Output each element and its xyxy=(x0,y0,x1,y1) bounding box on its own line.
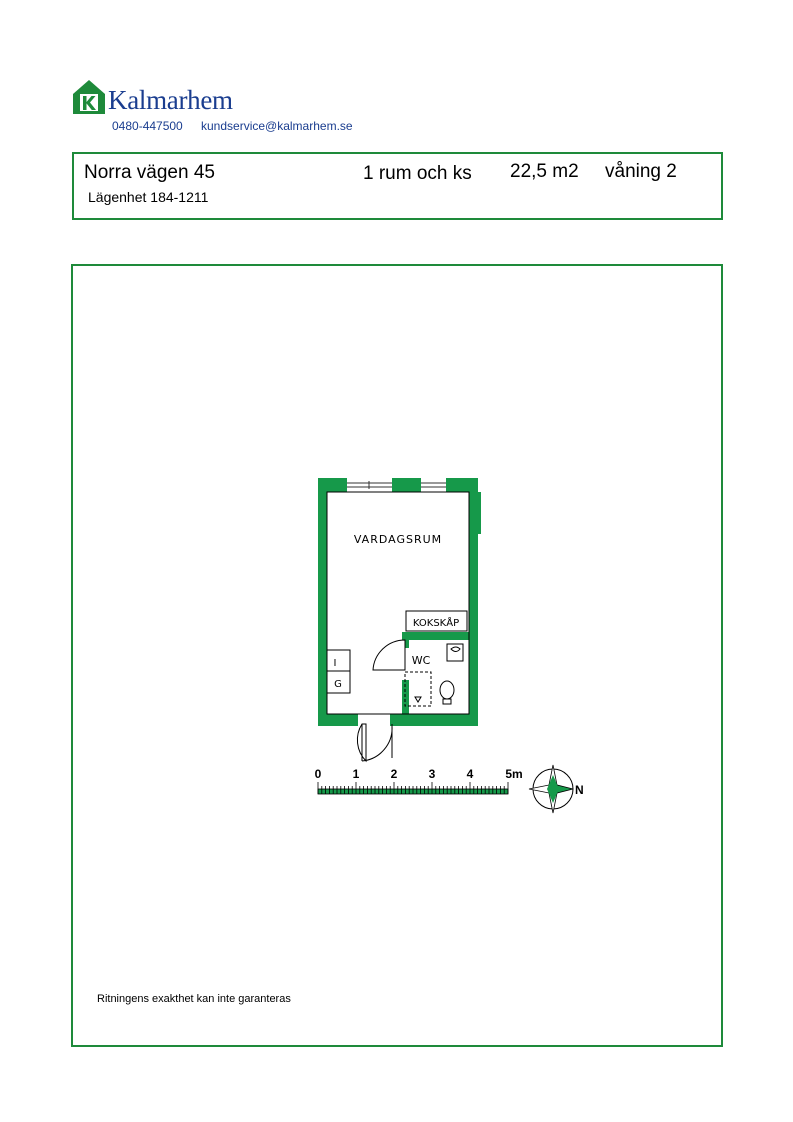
contact-email: kundservice@kalmarhem.se xyxy=(201,119,353,133)
basin-bowl xyxy=(451,647,460,652)
scale-label-3: 3 xyxy=(428,767,436,781)
contact-phone: 0480-447500 xyxy=(112,119,183,133)
scale-bar xyxy=(315,767,523,794)
drain-marker xyxy=(415,697,421,702)
scale-label-5: 5m xyxy=(505,767,523,781)
apartment-unit-number: Lägenhet 184-1211 xyxy=(88,189,209,205)
wc-door-swing xyxy=(373,640,405,670)
apartment-info-box xyxy=(72,152,723,220)
doors xyxy=(357,640,405,761)
compass-north-label: N xyxy=(575,783,584,797)
scale-label-1: 1 xyxy=(352,767,360,781)
room-label-wc: WC xyxy=(411,654,431,667)
fridge xyxy=(327,650,350,671)
apartment-rooms: 1 rum och ks xyxy=(363,163,472,184)
house-k-logo-icon xyxy=(72,79,106,115)
floor-plan xyxy=(73,266,721,1045)
scale-label-2: 2 xyxy=(390,767,398,781)
label-kitchen-cabinet: KOKSKÅP xyxy=(412,618,460,629)
apartment-floor: våning 2 xyxy=(605,161,677,182)
disclaimer-text: Ritningens exakthet kan inte garanteras xyxy=(97,993,291,1005)
toilet-tank xyxy=(443,699,451,704)
label-stove: G xyxy=(334,679,342,690)
kalmarhem-logo xyxy=(72,79,372,135)
apartment-address: Norra vägen 45 xyxy=(84,162,215,183)
north-arrow-icon xyxy=(529,765,584,813)
scale-label-0: 0 xyxy=(314,767,322,781)
room-label-living: VARDAGSRUM xyxy=(353,533,443,546)
scale-label-4: 4 xyxy=(466,767,474,781)
floor-plan-frame xyxy=(71,264,723,1047)
label-fridge: I xyxy=(333,658,337,669)
toilet-bowl xyxy=(440,681,454,699)
brand-name: Kalmarhem xyxy=(108,85,233,115)
apartment-area: 22,5 m2 xyxy=(510,161,579,182)
